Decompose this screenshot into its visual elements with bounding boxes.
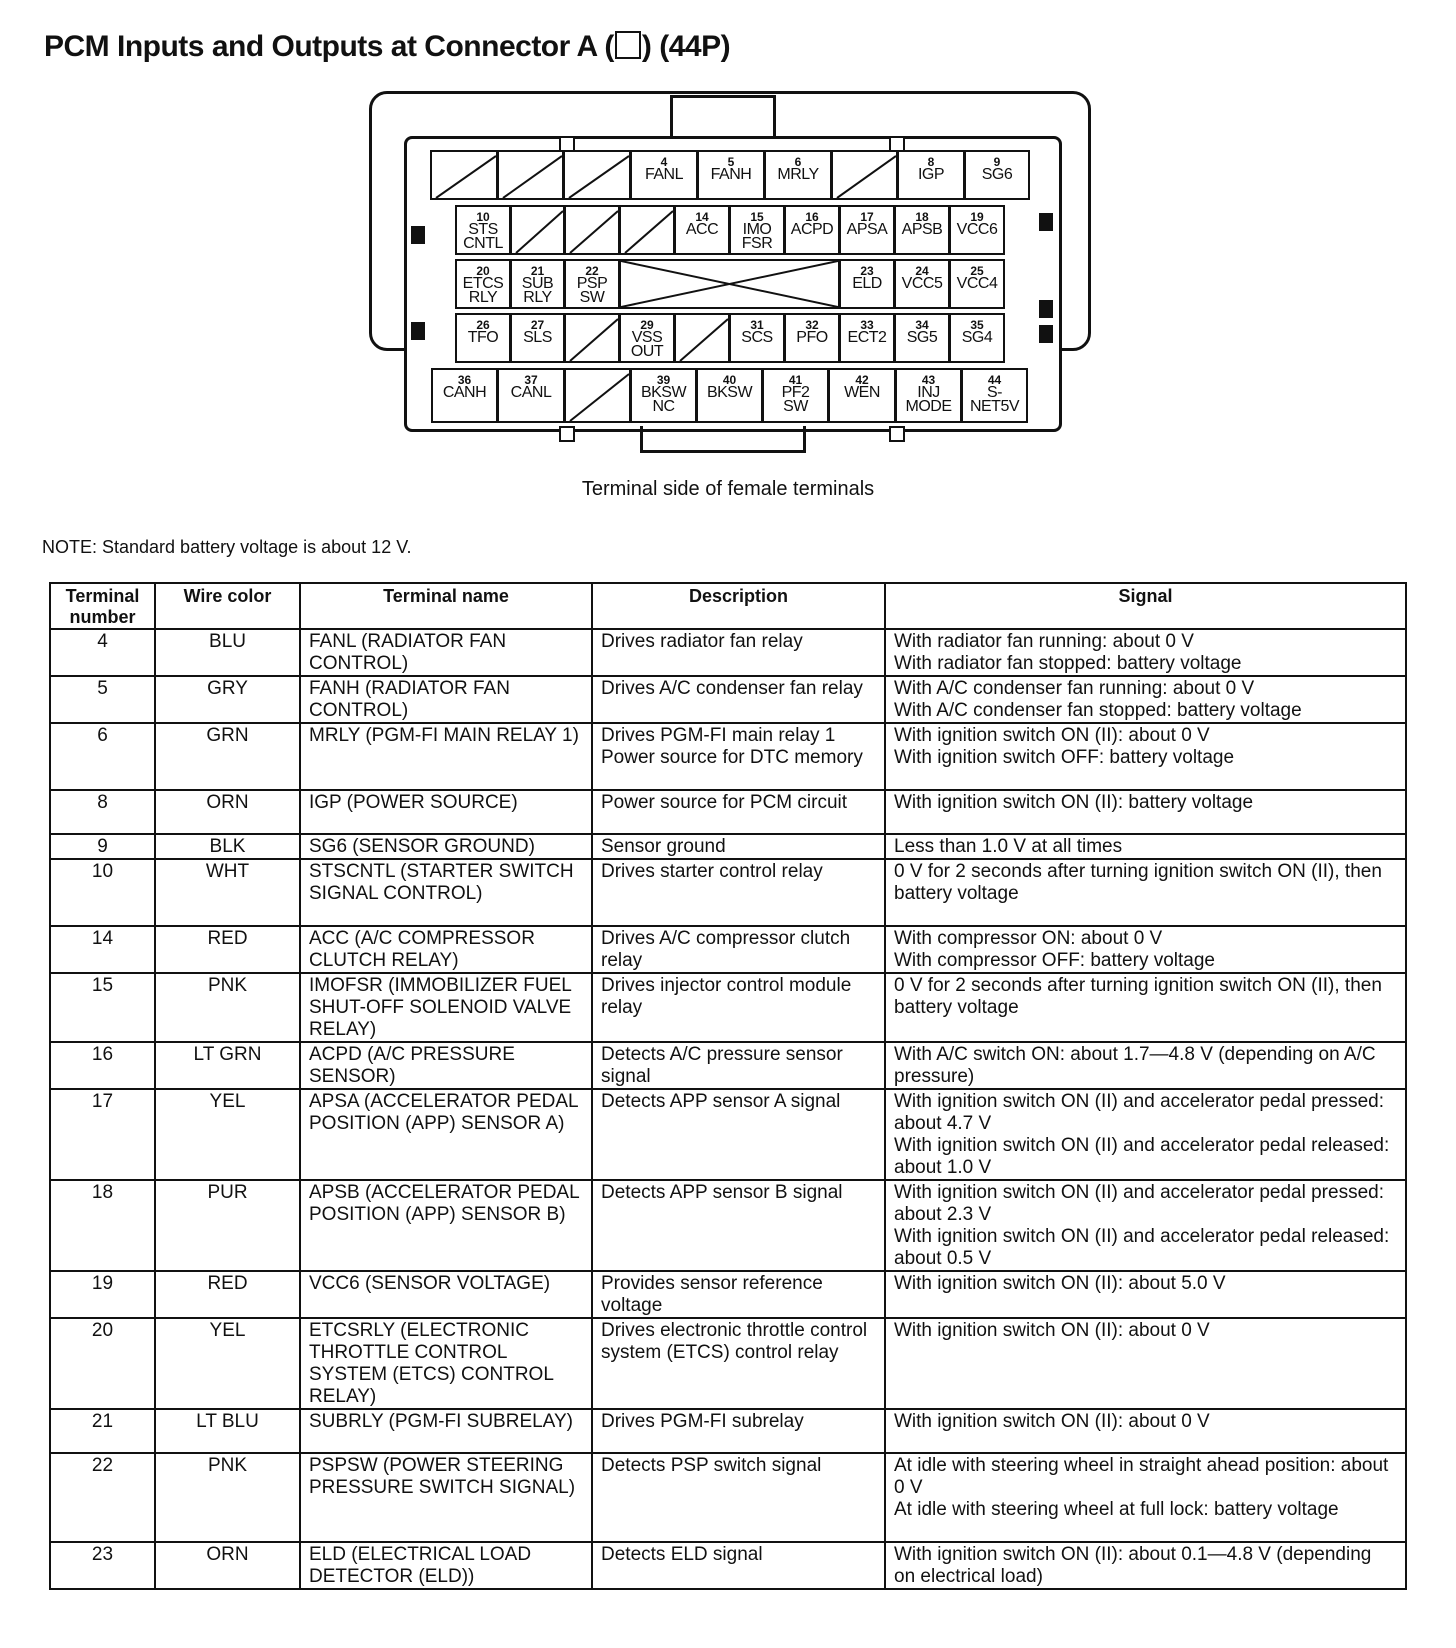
terminal-cavity-empty [430,150,498,200]
wire-color-cell: RED [155,1271,300,1318]
table-row [50,1318,1406,1409]
signal-cell: 0 V for 2 seconds after turning ignition switch ON (II), then battery voltage [885,859,1406,926]
description-cell: Power source for PCM circuit [592,790,885,834]
terminal-15: 15 IMO FSR [729,205,785,255]
terminal-name-cell: SUBRLY (PGM-FI SUBRELAY) [300,1409,592,1453]
page-title: PCM Inputs and Outputs at Connector A ( ) (44P) [44,30,731,63]
terminal-19: 19 VCC6 [949,205,1005,255]
wire-color-cell: YEL [155,1089,300,1180]
terminal-name-cell: STSCNTL (STARTER SWITCH SIGNAL CONTROL) [300,859,592,926]
diagram-caption: Terminal side of female terminals [581,478,875,500]
description-cell: Drives PGM-FI main relay 1 Power source for DTC memory [592,723,885,790]
description-cell: Detects PSP switch signal [592,1453,885,1542]
terminal-31: 31 SCS [729,313,785,363]
terminal-number-cell: 23 [50,1542,155,1589]
terminal-name-cell: SG6 (SENSOR GROUND) [300,834,592,859]
terminal-44: 44 S- NET5V [961,368,1028,423]
description-cell: Drives electronic throttle control system (ETCS) control relay [592,1318,885,1409]
terminal-5: 5 FANH [697,150,765,200]
terminal-name-cell: ACC (A/C COMPRESSOR CLUTCH RELAY) [300,926,592,973]
signal-cell: With ignition switch ON (II): about 0 V [885,1409,1406,1453]
terminal-name-cell: ELD (ELECTRICAL LOAD DETECTOR (ELD)) [300,1542,592,1589]
wire-color-cell: PUR [155,1180,300,1271]
terminal-10: 10 STS CNTL [455,205,511,255]
table-row [50,926,1406,973]
terminal-number-cell: 16 [50,1042,155,1089]
terminal-22: 22 PSP SW [564,259,620,309]
terminal-number-cell: 4 [50,629,155,676]
terminal-8: 8 IGP [897,150,965,200]
table-row [50,1180,1406,1271]
column-header: Description [592,583,885,629]
table-row [50,834,1406,859]
wire-color-cell: BLU [155,629,300,676]
terminal-number-cell: 8 [50,790,155,834]
description-cell: Drives starter control relay [592,859,885,926]
wire-color-cell: GRY [155,676,300,723]
terminal-number-cell: 21 [50,1409,155,1453]
description-cell: Drives injector control module relay [592,973,885,1042]
column-header: Terminal number [50,583,155,629]
terminal-21: 21 SUB RLY [510,259,565,309]
signal-cell: Less than 1.0 V at all times [885,834,1406,859]
table-row [50,1089,1406,1180]
signal-cell: With ignition switch ON (II) and accelerator pedal pressed: about 2.3 V With ignition switch ON (II) and accelerator pedal released: about 0.5 V [885,1180,1406,1271]
signal-cell: With compressor ON: about 0 V With compressor OFF: battery voltage [885,926,1406,973]
description-cell: Detects APP sensor A signal [592,1089,885,1180]
wire-color-cell: WHT [155,859,300,926]
signal-cell: At idle with steering wheel in straight ahead position: about 0 V At idle with steering wheel at full lock: battery voltage [885,1453,1406,1542]
description-cell: Drives PGM-FI subrelay [592,1409,885,1453]
terminal-cavity-empty [563,150,631,200]
table-row [50,1271,1406,1318]
terminal-number-cell: 18 [50,1180,155,1271]
connector-peg [411,226,425,244]
table-row [50,1453,1406,1542]
column-header: Terminal name [300,583,592,629]
wire-color-cell: BLK [155,834,300,859]
terminal-33: 33 ECT2 [839,313,895,363]
terminal-14: 14 ACC [674,205,730,255]
terminal-36: 36 CANH [431,368,498,423]
terminal-4: 4 FANL [630,150,698,200]
table-row [50,723,1406,790]
terminal-name-cell: FANH (RADIATOR FAN CONTROL) [300,676,592,723]
terminal-24: 24 VCC5 [894,259,950,309]
terminal-cavity-empty [564,368,631,423]
signal-cell: With ignition switch ON (II): about 0.1—4.8 V (depending on electrical load) [885,1542,1406,1589]
terminal-6: 6 MRLY [764,150,832,200]
signal-cell: With ignition switch ON (II): about 0 V With ignition switch OFF: battery voltage [885,723,1406,790]
connector-key [670,95,776,136]
terminal-35: 35 SG4 [949,313,1005,363]
terminal-number-cell: 15 [50,973,155,1042]
terminal-cavity-empty [674,313,730,363]
wire-color-cell: PNK [155,973,300,1042]
table-row [50,676,1406,723]
terminal-cavity-empty [831,150,898,200]
description-cell: Detects A/C pressure sensor signal [592,1042,885,1089]
terminal-number-cell: 10 [50,859,155,926]
terminal-name-cell: APSA (ACCELERATOR PEDAL POSITION (APP) SENSOR A) [300,1089,592,1180]
connector-peg [1039,300,1053,318]
table-row [50,790,1406,834]
terminal-number-cell: 19 [50,1271,155,1318]
connector-tab [559,426,575,442]
wire-color-cell: LT GRN [155,1042,300,1089]
description-cell: Detects APP sensor B signal [592,1180,885,1271]
terminal-name-cell: PSPSW (POWER STEERING PRESSURE SWITCH SIGNAL) [300,1453,592,1542]
wire-color-cell: ORN [155,1542,300,1589]
column-header: Wire color [155,583,300,629]
signal-cell: With ignition switch ON (II): about 5.0 V [885,1271,1406,1318]
terminal-43: 43 INJ MODE [895,368,962,423]
terminal-number-cell: 17 [50,1089,155,1180]
terminal-name-cell: IGP (POWER SOURCE) [300,790,592,834]
terminal-name-cell: FANL (RADIATOR FAN CONTROL) [300,629,592,676]
terminal-26: 26 TFO [455,313,511,363]
terminal-cavity-empty [510,205,565,255]
terminal-25: 25 VCC4 [949,259,1005,309]
column-header: Signal [885,583,1406,629]
wire-color-cell: LT BLU [155,1409,300,1453]
description-cell: Drives radiator fan relay [592,629,885,676]
terminal-number-cell: 5 [50,676,155,723]
signal-cell: With ignition switch ON (II): about 0 V [885,1318,1406,1409]
description-cell: Provides sensor reference voltage [592,1271,885,1318]
note-text: NOTE: Standard battery voltage is about 12 V. [42,537,412,557]
terminal-9: 9 SG6 [964,150,1030,200]
connector-bottom-key [640,426,806,453]
terminal-number-cell: 6 [50,723,155,790]
wire-color-cell: GRN [155,723,300,790]
table-row [50,973,1406,1042]
terminal-number-cell: 20 [50,1318,155,1409]
terminal-name-cell: APSB (ACCELERATOR PEDAL POSITION (APP) SENSOR B) [300,1180,592,1271]
terminal-cavity-empty [619,205,675,255]
terminal-32: 32 PFO [784,313,840,363]
terminal-number-cell: 9 [50,834,155,859]
terminal-16: 16 ACPD [784,205,840,255]
terminal-27: 27 SLS [510,313,565,363]
wire-color-cell: YEL [155,1318,300,1409]
terminal-cavity-empty [497,150,564,200]
signal-cell: 0 V for 2 seconds after turning ignition switch ON (II), then battery voltage [885,973,1406,1042]
table-header-row [50,583,1406,629]
terminal-18: 18 APSB [894,205,950,255]
description-cell: Sensor ground [592,834,885,859]
terminal-cavity-empty [564,205,620,255]
signal-cell: With A/C condenser fan running: about 0 V With A/C condenser fan stopped: battery voltage [885,676,1406,723]
connector-diagram [0,0,1456,470]
terminal-number-cell: 22 [50,1453,155,1542]
wire-color-cell: RED [155,926,300,973]
terminal-name-cell: ETCSRLY (ELECTRONIC THROTTLE CONTROL SYSTEM (ETCS) CONTROL RELAY) [300,1318,592,1409]
terminal-39: 39 BKSW NC [630,368,697,423]
terminal-table [49,582,1407,1590]
terminal-34: 34 SG5 [894,313,950,363]
description-cell: Drives A/C condenser fan relay [592,676,885,723]
wire-color-cell: ORN [155,790,300,834]
terminal-23: 23 ELD [839,259,895,309]
signal-cell: With ignition switch ON (II) and accelerator pedal pressed: about 4.7 V With ignition switch ON (II) and accelerator pedal released: about 1.0 V [885,1089,1406,1180]
terminal-41: 41 PF2 SW [762,368,829,423]
description-cell: Drives A/C compressor clutch relay [592,926,885,973]
table-row [50,1409,1406,1453]
terminal-42: 42 WEN [828,368,896,423]
terminal-number-cell: 14 [50,926,155,973]
terminal-40: 40 BKSW [696,368,763,423]
table-row [50,1042,1406,1089]
connector-peg [1039,325,1053,343]
terminal-name-cell: IMOFSR (IMMOBILIZER FUEL SHUT-OFF SOLENOID VALVE RELAY) [300,973,592,1042]
terminal-29: 29 VSS OUT [619,313,675,363]
connector-tab [889,426,905,442]
terminal-block-not-used [619,259,840,309]
wire-color-cell: PNK [155,1453,300,1542]
connector-peg [1039,213,1053,231]
signal-cell: With radiator fan running: about 0 V With radiator fan stopped: battery voltage [885,629,1406,676]
terminal-37: 37 CANL [497,368,565,423]
table-body [50,629,1406,1589]
signal-cell: With ignition switch ON (II): battery voltage [885,790,1406,834]
table-row [50,1542,1406,1589]
description-cell: Detects ELD signal [592,1542,885,1589]
connector-peg [411,322,425,340]
terminal-name-cell: MRLY (PGM-FI MAIN RELAY 1) [300,723,592,790]
table-row [50,629,1406,676]
signal-cell: With A/C switch ON: about 1.7—4.8 V (depending on A/C pressure) [885,1042,1406,1089]
terminal-20: 20 ETCS RLY [455,259,511,309]
terminal-name-cell: ACPD (A/C PRESSURE SENSOR) [300,1042,592,1089]
table-row [50,859,1406,926]
terminal-17: 17 APSA [839,205,895,255]
terminal-cavity-empty [564,313,620,363]
terminal-name-cell: VCC6 (SENSOR VOLTAGE) [300,1271,592,1318]
